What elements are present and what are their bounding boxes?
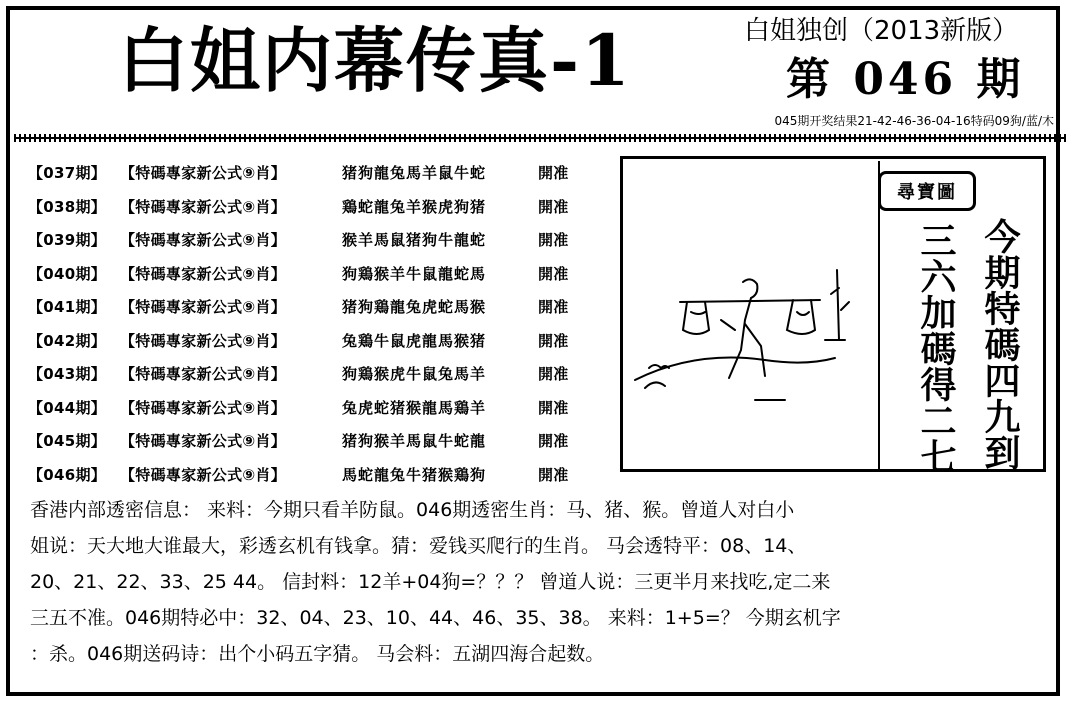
record-status: 開准 (538, 231, 569, 250)
record-row (28, 257, 608, 291)
info-line: 三五不准。046期特必中：32、04、23、10、44、46、35、38。 来料：1+5=？ 今期玄机字 (30, 607, 841, 629)
page-title: 白姐内幕传真-1 (118, 19, 632, 102)
edition-label: 白姐独创（2013新版） (744, 16, 1019, 46)
record-period: 【042期】 (28, 331, 107, 350)
record-zodiacs: 兔虎蛇猪猴龍馬鶏羊 (342, 398, 487, 417)
record-formula: 【特碼專家新公式⑨肖】 (120, 465, 287, 484)
hint-right-column: 今期特碼四九到 (979, 218, 1021, 470)
record-row (28, 324, 608, 358)
sketch-tree (825, 270, 849, 340)
record-zodiacs: 馬蛇龍兔牛猪猴鶏狗 (342, 465, 487, 484)
header-separator (14, 134, 1066, 142)
record-zodiacs: 猴羊馬鼠猪狗牛龍蛇 (342, 231, 487, 250)
record-formula: 【特碼專家新公式⑨肖】 (120, 331, 287, 350)
sketch-left-load (683, 302, 709, 334)
info-line: 姐说：天大地大谁最大，彩透玄机有钱拿。猜：爱钱买爬行的生肖。 马会透特平：08、14、 (30, 535, 807, 557)
record-status: 開准 (538, 164, 569, 183)
record-formula: 【特碼專家新公式⑨肖】 (120, 365, 287, 384)
record-period: 【039期】 (28, 231, 107, 250)
record-period: 【043期】 (28, 365, 107, 384)
record-row (28, 190, 608, 224)
record-zodiacs: 猪狗猴羊馬鼠牛蛇龍 (342, 432, 487, 451)
record-status: 開准 (538, 398, 569, 417)
insider-info-text (30, 492, 1040, 672)
record-row (28, 357, 608, 391)
record-formula: 【特碼專家新公式⑨肖】 (120, 298, 287, 317)
record-row (28, 290, 608, 324)
hint-left-column: 三六加碼得二七 (915, 222, 957, 474)
record-period: 【045期】 (28, 432, 107, 451)
record-status: 開准 (538, 264, 569, 283)
record-formula: 【特碼專家新公式⑨肖】 (120, 398, 287, 417)
records-list (28, 156, 608, 491)
record-row (28, 156, 608, 190)
record-period: 【038期】 (28, 197, 107, 216)
record-period: 【044期】 (28, 398, 107, 417)
record-status: 開准 (538, 432, 569, 451)
info-line: 20、21、22、33、25 44。 信封料：12羊+04狗=？？？ 曾道人说：三更半月来找吃,定二来 (30, 571, 831, 593)
record-row (28, 458, 608, 492)
record-zodiacs: 兔鶏牛鼠虎龍馬猴猪 (342, 331, 487, 350)
record-status: 開准 (538, 465, 569, 484)
info-line: ：杀。046期送码诗：出个小码五字猜。 马会料：五湖四海合起数。 (30, 643, 605, 665)
info-line: 香港内部透密信息： 来料：今期只看羊防鼠。046期透密生肖：马、猪、猴。曾道人对白小 (30, 499, 795, 521)
record-row (28, 391, 608, 425)
record-zodiacs: 猪狗龍兔馬羊鼠牛蛇 (342, 164, 487, 183)
record-zodiacs: 猪狗鶏龍兔虎蛇馬猴 (342, 298, 487, 317)
porter-sketch-icon (625, 260, 855, 420)
record-zodiacs: 鶏蛇龍兔羊猴虎狗猪 (342, 197, 487, 216)
sketch-figure (721, 279, 765, 378)
sketch-right-load (787, 300, 815, 334)
record-row (28, 223, 608, 257)
record-zodiacs: 狗鶏猴羊牛鼠龍蛇馬 (342, 264, 487, 283)
record-formula: 【特碼專家新公式⑨肖】 (120, 264, 287, 283)
record-formula: 【特碼專家新公式⑨肖】 (120, 197, 287, 216)
record-status: 開准 (538, 331, 569, 350)
record-status: 開准 (538, 197, 569, 216)
last-draw-result: 045期开奖结果21-42-46-36-04-16特码09狗/蓝/木 (774, 114, 1054, 128)
record-status: 開准 (538, 365, 569, 384)
record-row (28, 424, 608, 458)
record-period: 【037期】 (28, 164, 107, 183)
record-status: 開准 (538, 298, 569, 317)
record-period: 【046期】 (28, 465, 107, 484)
record-formula: 【特碼專家新公式⑨肖】 (120, 164, 287, 183)
record-formula: 【特碼專家新公式⑨肖】 (120, 432, 287, 451)
record-period: 【041期】 (28, 298, 107, 317)
record-period: 【040期】 (28, 264, 107, 283)
record-formula: 【特碼專家新公式⑨肖】 (120, 231, 287, 250)
treasure-map-label: 尋寶圖 (878, 171, 976, 211)
issue-number: 第 046 期 (786, 54, 1025, 105)
record-zodiacs: 狗鶏猴虎牛鼠兔馬羊 (342, 365, 487, 384)
